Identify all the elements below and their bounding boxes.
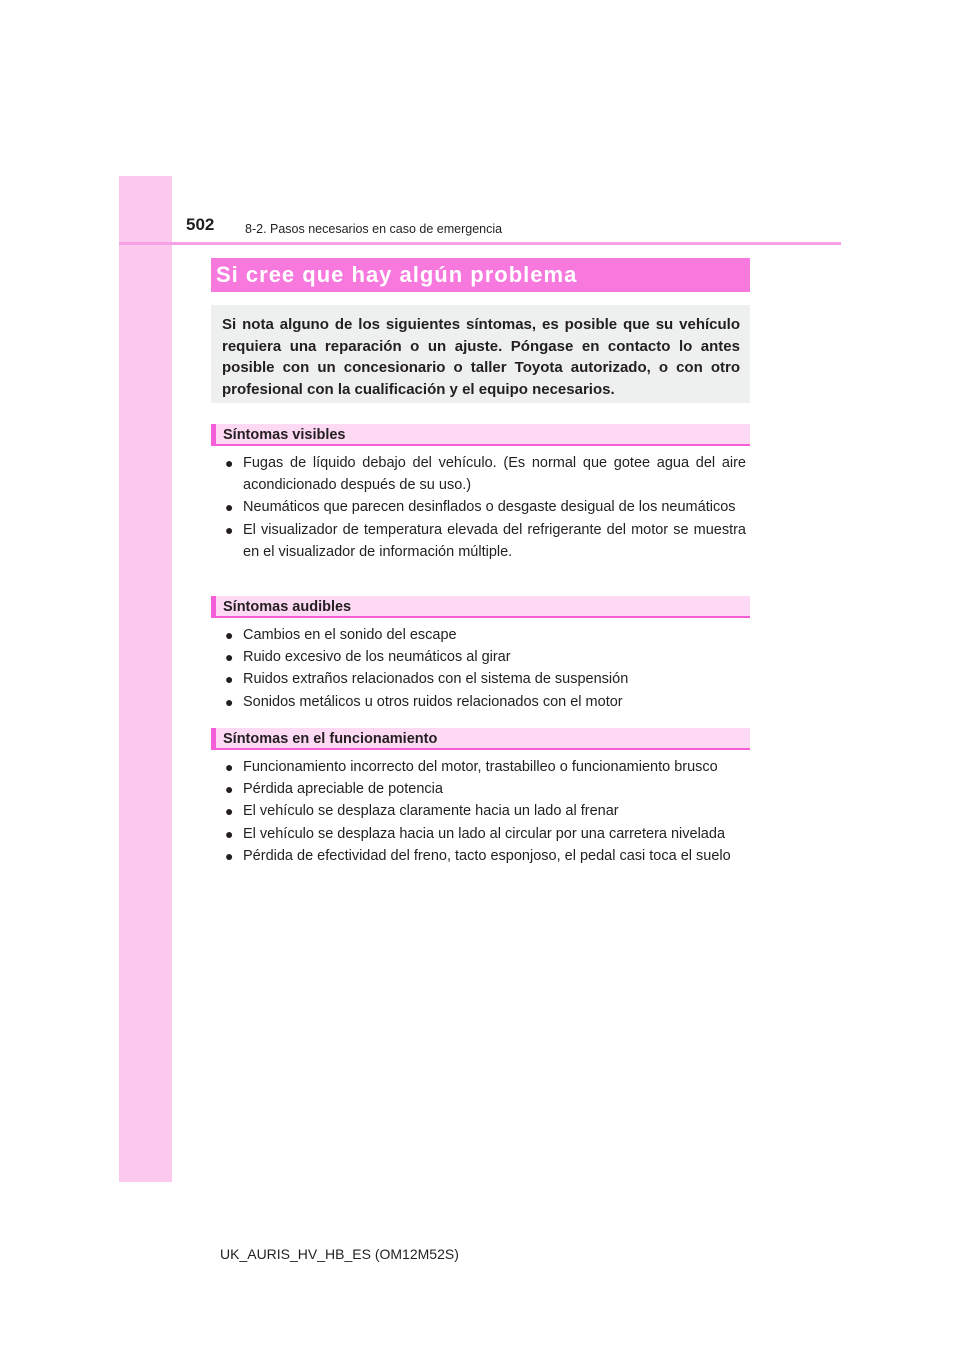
bullet-icon: ● bbox=[225, 693, 234, 710]
bullet-icon: ● bbox=[225, 847, 234, 864]
bullet-icon: ● bbox=[225, 627, 234, 643]
list-item-text: Ruido excesivo de los neumáticos al girar bbox=[243, 649, 511, 666]
list-item bbox=[226, 668, 746, 690]
symptom-list-operation bbox=[226, 756, 746, 867]
bullet-icon: ● bbox=[225, 803, 234, 820]
list-item-text: Fugas de líquido debajo del vehículo. (Es normal que gotee agua del aire acondicionado después de su uso.) bbox=[243, 455, 746, 494]
footer-manual-code: UK_AURIS_HV_HB_ES (OM12M52S) bbox=[220, 1246, 459, 1262]
list-item-text: El visualizador de temperatura elevada del refrigerante del motor se muestra en el visualizador de información múltiple. bbox=[243, 521, 746, 560]
list-item bbox=[226, 624, 746, 646]
header-divider bbox=[119, 242, 841, 245]
list-item bbox=[226, 496, 746, 518]
list-item-text: Pérdida apreciable de potencia bbox=[243, 781, 443, 798]
page-title: Si cree que hay algún problema bbox=[216, 262, 578, 287]
section-label: Síntomas en el funcionamiento bbox=[223, 731, 438, 747]
bullet-icon: ● bbox=[225, 455, 234, 471]
bullet-icon: ● bbox=[225, 759, 234, 775]
list-item bbox=[226, 756, 746, 778]
bullet-icon: ● bbox=[225, 825, 234, 842]
section-title-bar bbox=[211, 258, 750, 292]
symptom-list-visible bbox=[226, 452, 746, 563]
symptom-list-audible bbox=[226, 624, 746, 713]
section-header-audible bbox=[211, 596, 750, 618]
list-item bbox=[226, 845, 746, 867]
list-item bbox=[226, 800, 746, 822]
section-label: Síntomas audibles bbox=[223, 599, 352, 615]
list-item-text: El vehículo se desplaza hacia un lado al circular por una carretera nivelada bbox=[243, 825, 726, 842]
list-item-text: Ruidos extraños relacionados con el sistema de suspensión bbox=[243, 671, 629, 688]
bullet-icon: ● bbox=[225, 781, 234, 798]
bullet-icon: ● bbox=[225, 499, 234, 516]
list-item bbox=[226, 452, 746, 496]
bullet-icon: ● bbox=[225, 671, 234, 688]
bullet-icon: ● bbox=[225, 521, 234, 538]
bullet-icon: ● bbox=[225, 649, 234, 666]
list-item bbox=[226, 823, 746, 845]
page-number: 502 bbox=[186, 215, 215, 234]
list-item-text: Sonidos metálicos u otros ruidos relacionados con el motor bbox=[243, 693, 623, 710]
list-item bbox=[226, 646, 746, 668]
list-item bbox=[226, 519, 746, 563]
side-color-band bbox=[119, 176, 172, 1182]
list-item bbox=[226, 691, 746, 713]
section-header-visible bbox=[211, 424, 750, 446]
intro-box bbox=[211, 305, 750, 403]
breadcrumb: 8-2. Pasos necesarios en caso de emergencia bbox=[245, 222, 503, 236]
intro-text: Si nota alguno de los siguientes síntomas, es posible que su vehículo requiera una reparación o un ajuste. Póngase en contacto lo antes posible con un concesionario o taller Toyota autorizado, o con otro profesional con la cualificación y el equipo necesarios. bbox=[222, 316, 740, 398]
list-item bbox=[226, 778, 746, 800]
list-item-text: Funcionamiento incorrecto del motor, trastabilleo o funcionamiento brusco bbox=[243, 759, 718, 775]
section-header-operation bbox=[211, 728, 750, 750]
list-item-text: Cambios en el sonido del escape bbox=[243, 627, 457, 643]
list-item-text: Neumáticos que parecen desinflados o desgaste desigual de los neumáticos bbox=[243, 499, 736, 516]
list-item-text: Pérdida de efectividad del freno, tacto esponjoso, el pedal casi toca el suelo bbox=[243, 847, 731, 864]
section-label: Síntomas visibles bbox=[223, 427, 346, 443]
list-item-text: El vehículo se desplaza claramente hacia un lado al frenar bbox=[243, 803, 619, 820]
